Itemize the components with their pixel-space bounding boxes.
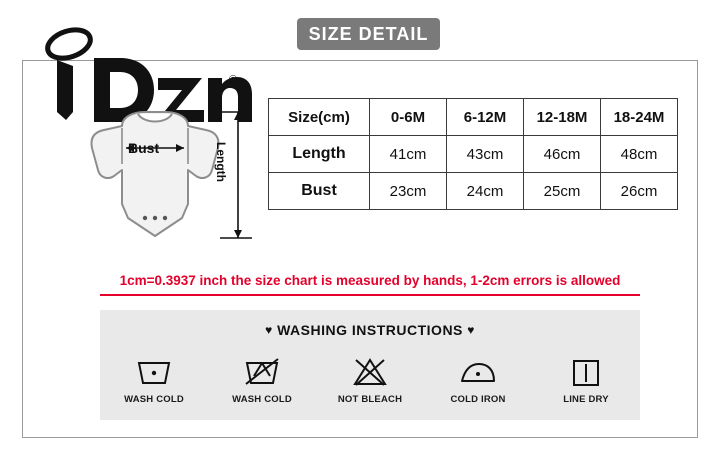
wash-care-caption: LINE DRY (563, 394, 609, 405)
table-cell: 46cm (524, 136, 601, 173)
table-row (269, 173, 678, 210)
registered-mark: ® (229, 74, 238, 86)
note-divider (100, 294, 640, 296)
table-cell: 24cm (447, 173, 524, 210)
wash-cold-icon (104, 354, 204, 392)
heart-icon-right: ♥ (467, 323, 475, 337)
measurement-note: 1cm=0.3937 inch the size chart is measured by hands, 1-2cm errors is allowed (119, 273, 621, 288)
row-label: Length (269, 136, 370, 173)
not-bleach-icon (320, 354, 420, 392)
washing-title-text: WASHING INSTRUCTIONS (277, 322, 463, 338)
wash-care-caption: WASH COLD (232, 394, 292, 405)
baby-bodysuit-icon (60, 108, 260, 258)
wash-care-item (104, 354, 204, 405)
row-label: Bust (269, 173, 370, 210)
table-header-cell: 12-18M (524, 99, 601, 136)
heart-icon-left: ♥ (265, 323, 273, 337)
table-cell: 48cm (601, 136, 678, 173)
wash-care-item (428, 354, 528, 405)
table-header-cell: 18-24M (601, 99, 678, 136)
washing-instructions-panel (100, 310, 640, 420)
cold-iron-icon (428, 354, 528, 392)
table-row (269, 99, 678, 136)
table-header-cell: 6-12M (447, 99, 524, 136)
do-not-wring-icon (212, 354, 312, 392)
size-chart-table (268, 98, 678, 210)
washing-icon-row (100, 354, 640, 405)
table-cell: 25cm (524, 173, 601, 210)
wash-care-caption: WASH COLD (124, 394, 184, 405)
wash-care-item (320, 354, 420, 405)
garment-illustration (60, 108, 260, 258)
page-title: SIZE DETAIL (308, 23, 429, 44)
table-cell: 23cm (370, 173, 447, 210)
wash-care-item (536, 354, 636, 405)
table-cell: 26cm (601, 173, 678, 210)
table-header-cell: 0-6M (370, 99, 447, 136)
bust-dimension-label: Bust (128, 140, 160, 156)
wash-care-caption: NOT BLEACH (337, 394, 403, 405)
table-cell: 41cm (370, 136, 447, 173)
table-cell: 43cm (447, 136, 524, 173)
line-dry-icon (536, 354, 636, 392)
page-title-banner (297, 18, 440, 50)
wash-care-item (212, 354, 312, 405)
washing-instructions-title (100, 322, 640, 338)
table-header-cell: Size(cm) (269, 99, 370, 136)
table-row (269, 136, 678, 173)
length-dimension-label: Length (214, 142, 228, 182)
wash-care-caption: COLD IRON (450, 394, 506, 405)
